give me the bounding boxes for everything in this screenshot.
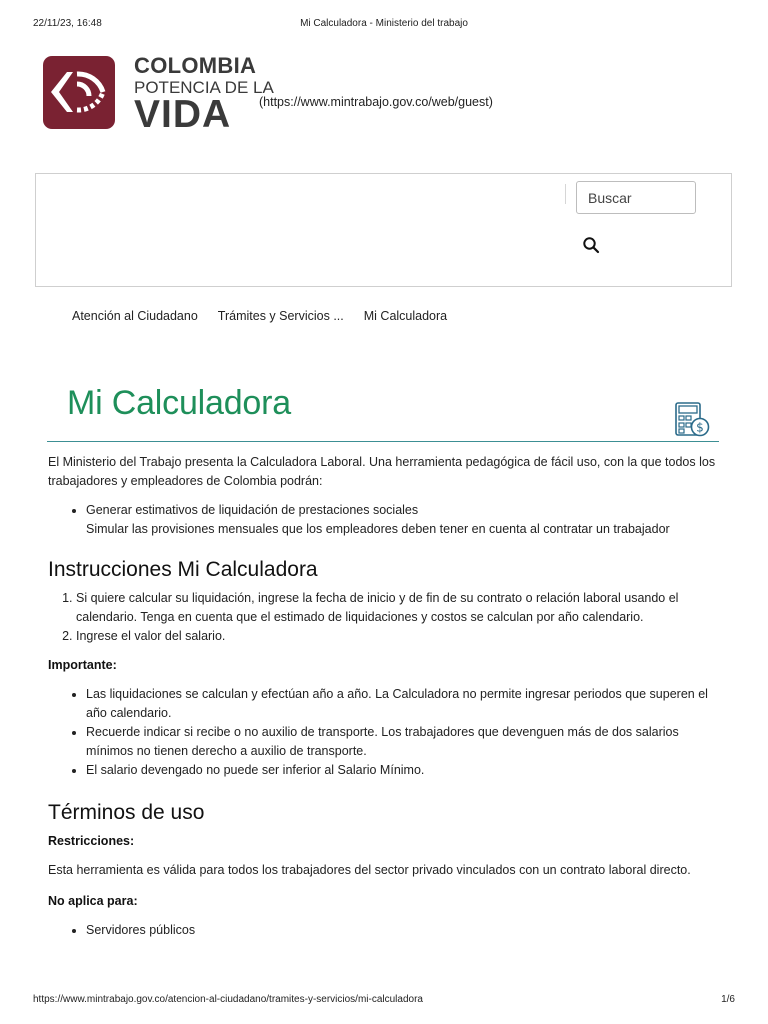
print-footer (33, 994, 735, 1005)
print-page-title: Mi Calculadora - Ministerio del trabajo (300, 18, 468, 29)
title-divider (47, 441, 719, 442)
breadcrumb-item-calculadora[interactable]: Mi Calculadora (363, 309, 448, 323)
restrictions-text: Esta herramienta es válida para todos los trabajadores del sector privado vinculados con un contrato laboral directo. (48, 863, 691, 877)
breadcrumb (72, 309, 447, 323)
logo-line-1: COLOMBIA (134, 53, 257, 78)
logo-line-2: POTENCIA DE LA (134, 78, 274, 97)
main-content (48, 453, 728, 940)
home-link[interactable]: (https://www.mintrabajo.gov.co/web/guest) (259, 95, 493, 109)
print-datetime: 22/11/23, 16:48 (33, 18, 102, 29)
calculator-money-icon (674, 401, 711, 438)
not-apply-label: No aplica para: (48, 894, 138, 908)
restrictions-label: Restricciones: (48, 834, 135, 848)
list-item: • Generar estimativos de liquidación de prestaciones sociales (86, 501, 728, 520)
list-item: 2. Ingrese el valor del salario. (76, 627, 728, 646)
breadcrumb-item-atencion[interactable]: Atención al Ciudadano (72, 309, 198, 323)
print-header (33, 18, 735, 32)
intro-list (48, 501, 728, 539)
search-icon[interactable] (582, 236, 600, 254)
page-title: Mi Calculadora (67, 384, 291, 422)
page-number: 1/6 (721, 994, 735, 1005)
important-label: Importante: (48, 658, 117, 672)
list-item: • Recuerde indicar si recibe o no auxilio de transporte. Los trabajadores que devenguen más de dos salarios mínimos no tienen derecho a auxilio de transporte. (86, 723, 728, 761)
logo-line-3: VIDA (134, 93, 232, 136)
logo-text (134, 53, 274, 136)
header-divider (565, 184, 566, 204)
not-apply-list (48, 921, 728, 940)
svg-text:$: $ (696, 420, 704, 435)
search-input[interactable] (576, 181, 696, 214)
breadcrumb-item-tramites[interactable]: Trámites y Servicios ... (217, 309, 344, 323)
terms-heading: Términos de uso (48, 801, 205, 824)
instructions-list (48, 589, 728, 646)
list-item: • Servidores públicos (86, 921, 728, 940)
list-item: • El salario devengado no puede ser inferior al Salario Mínimo. (86, 761, 728, 780)
colombia-logo-icon[interactable] (43, 56, 115, 129)
list-item: • Las liquidaciones se calculan y efectúan año a año. La Calculadora no permite ingresar periodos que superen el año calendario. (86, 685, 728, 723)
intro-text: El Ministerio del Trabajo presenta la Calculadora Laboral. Una herramienta pedagógica de fácil uso, con la que todos los trabajadores y empleadores de Colombia podrán: (48, 455, 716, 488)
important-list (48, 685, 728, 780)
list-item: 1. Si quiere calcular su liquidación, ingrese la fecha de inicio y de fin de su contrato o relación laboral usando el calendario. Tenga en cuenta que el estimado de liquidaciones y costos se calculan por año calendario. (76, 589, 728, 627)
print-url: https://www.mintrabajo.gov.co/atencion-al-ciudadano/tramites-y-servicios/mi-calculadora (33, 994, 423, 1005)
list-item: • Simular las provisiones mensuales que los empleadores deben tener en cuenta al contratar un trabajador (86, 520, 682, 539)
instructions-heading: Instrucciones Mi Calculadora (48, 558, 318, 581)
